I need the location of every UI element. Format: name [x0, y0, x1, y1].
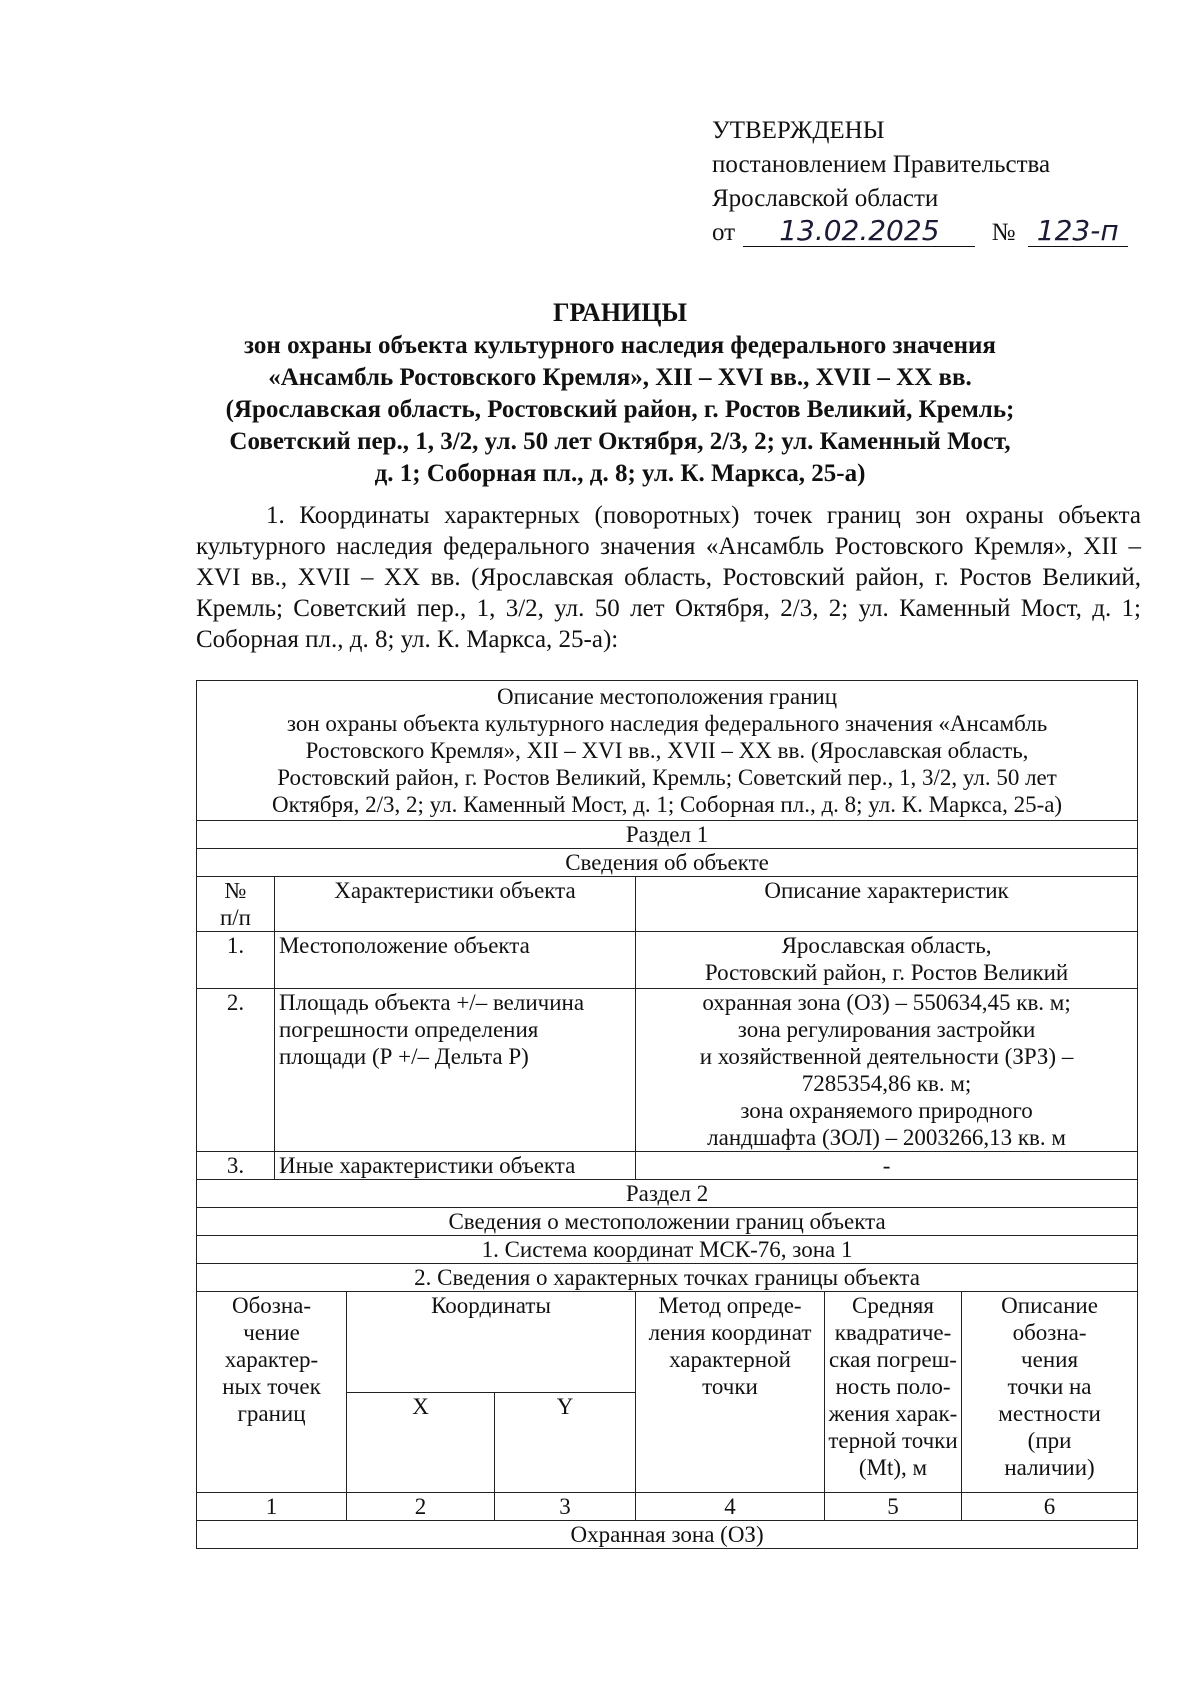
points-header-row-1	[197, 1292, 1138, 1393]
pt-descr-line-1: Описание	[1001, 1293, 1098, 1318]
pt-descr-line-2: обозна-	[1012, 1320, 1087, 1345]
pt-x-header: X	[347, 1392, 495, 1493]
coord-system-row	[197, 1236, 1138, 1264]
description-line-5: Октября, 2/3, 2; ул. Каменный Мост, д. 1; Соборная пл., д. 8; ул. К. Маркса, 25-а)	[271, 792, 1063, 817]
heading-line-1: зон охраны объекта культурного наследия федерального значения	[244, 332, 996, 359]
row-2-desc-line-1: охранная зона (ОЗ) – 550634,45 кв. м;	[702, 990, 1071, 1015]
pt-error-line-4: ность поло-	[835, 1374, 951, 1399]
section-2-title: Сведения о местоположении границ объекта	[197, 1208, 1138, 1236]
heading-line-5: д. 1; Соборная пл., д. 8; ул. К. Маркса, 25-а)	[374, 460, 866, 487]
heading-line-3: (Ярославская область, Ростовский район, г. Ростов Великий, Кремль;	[225, 396, 1015, 423]
section-2-row	[197, 1180, 1138, 1208]
pt-method-header	[636, 1292, 825, 1493]
approval-region: Ярославской области	[712, 185, 939, 212]
description-line-2: зон охраны объекта культурного наследия федерального значения «Ансамбль	[286, 711, 1048, 736]
description-cell	[197, 681, 1138, 821]
pt-designation-line-5: границ	[237, 1401, 306, 1426]
pt-coords-header: Координаты	[347, 1292, 636, 1393]
section-1-title-row	[197, 849, 1138, 877]
pt-designation-line-2: чение	[243, 1320, 300, 1345]
pt-descr-line-4: точки на	[1007, 1374, 1092, 1399]
pt-descr-line-7: наличии)	[1004, 1455, 1095, 1480]
row-1-name: Местоположение объекта	[275, 932, 636, 989]
pt-error-line-5: жения харак-	[828, 1401, 958, 1426]
col-description-header: Описание характеристик	[636, 877, 1138, 932]
pt-designation-line-3: характер-	[224, 1347, 319, 1372]
col-num-header-line-2: п/п	[219, 905, 251, 930]
pt-error-line-6: терной точки	[828, 1428, 958, 1453]
pt-method-line-3: характерной	[669, 1347, 791, 1372]
row-2-desc-line-6: ландшафта (ЗОЛ) – 2003266,13 кв. м	[707, 1125, 1066, 1150]
section-1-row	[197, 821, 1138, 849]
pt-descr-line-5: местности	[998, 1401, 1101, 1426]
col-number-6: 6	[962, 1493, 1138, 1521]
row-2-name-line-3: площади (Р +/– Дельта Р)	[279, 1044, 529, 1069]
section-1-title: Сведения об объекте	[197, 849, 1138, 877]
col-number-2: 2	[347, 1493, 495, 1521]
pt-y-header: Y	[495, 1392, 636, 1493]
row-3-desc: -	[636, 1152, 1138, 1180]
col-num-header	[197, 877, 275, 932]
description-line-4: Ростовский район, г. Ростов Великий, Кремль; Советский пер., 1, 3/2, ул. 50 лет	[277, 765, 1057, 790]
row-1-desc-line-2: Ростовский район, г. Ростов Великий	[704, 960, 1069, 985]
number-label: №	[991, 219, 1016, 246]
pt-descr-line-6: (при	[1027, 1428, 1072, 1453]
zone-row	[197, 1521, 1138, 1549]
pt-descr-header	[962, 1292, 1138, 1493]
row-2-name-line-2: погрешности определения	[279, 1017, 539, 1042]
description-row	[197, 681, 1138, 821]
boundaries-table	[196, 680, 1138, 1549]
row-3-num: 3.	[197, 1152, 275, 1180]
pt-error-line-2: квадратиче-	[834, 1320, 952, 1345]
section-2-title-row	[197, 1208, 1138, 1236]
section-1-label: Раздел 1	[197, 821, 1138, 849]
row-2-desc-line-4: 7285354,86 кв. м;	[801, 1071, 972, 1096]
row-2-desc-line-5: зона охраняемого природного	[740, 1098, 1033, 1123]
pt-error-line-3: ская погреш-	[829, 1347, 957, 1372]
object-row-2	[197, 989, 1138, 1152]
intro-paragraph: 1. Координаты характерных (поворотных) точек границ зон охраны объекта культурного наследия федерального значения «Ансамбль Ростовского Кремля», XII – XVI вв., XVII – XX вв. (Ярославская область, Ростовский район, г. Ростов Великий, Кремль; Советский пер., 1, 3/2, ул. 50 лет Октября, 2/3, 2; ул. Каменный Мост, д. 1; Соборная пл., д. 8; ул. К. Маркса, 25-а):	[196, 502, 1141, 653]
handwritten-number: 123-п	[1028, 216, 1128, 247]
pt-designation-line-1: Обозна-	[231, 1293, 312, 1318]
pt-designation-line-4: ных точек	[222, 1374, 321, 1399]
approval-date-number-line	[712, 216, 1128, 250]
date-label: от	[712, 219, 736, 246]
row-2-desc-line-3: и хозяйственной деятельности (ЗРЗ) –	[699, 1044, 1074, 1069]
row-2-name	[275, 989, 636, 1152]
object-row-1	[197, 932, 1138, 989]
pt-method-line-2: ления координат	[648, 1320, 812, 1345]
approval-decree: постановлением Правительства	[712, 151, 1051, 178]
row-1-num: 1.	[197, 932, 275, 989]
heading-line-4: Советский пер., 1, 3/2, ул. 50 лет Октября, 2/3, 2; ул. Каменный Мост,	[229, 428, 1011, 455]
row-2-desc-line-2: зона регулирования застройки	[737, 1017, 1036, 1042]
col-number-5: 5	[825, 1493, 962, 1521]
pt-error-header	[825, 1292, 962, 1493]
col-num-header-line-1: №	[224, 878, 247, 903]
row-1-desc	[636, 932, 1138, 989]
object-header-row	[197, 877, 1138, 932]
row-3-name: Иные характеристики объекта	[275, 1152, 636, 1180]
row-2-name-line-1: Площадь объекта +/– величина	[279, 990, 585, 1015]
col-number-3: 3	[495, 1493, 636, 1521]
col-number-1: 1	[197, 1493, 347, 1521]
object-row-3	[197, 1152, 1138, 1180]
pt-method-line-1: Метод опреде-	[658, 1293, 802, 1318]
approval-block	[712, 114, 1128, 250]
handwritten-date: 13.02.2025	[743, 216, 975, 247]
pt-error-line-7: (Mt), м	[858, 1455, 928, 1480]
heading-line-2: «Ансамбль Ростовского Кремля», XII – XVI вв., XVII – XX вв.	[268, 364, 972, 391]
document-title: ГРАНИЦЫ	[552, 298, 688, 327]
col-number-4: 4	[636, 1493, 825, 1521]
pt-error-line-1: Средняя	[852, 1293, 934, 1318]
row-1-desc-line-1: Ярославская область,	[781, 933, 992, 958]
document-heading	[190, 296, 1050, 490]
approval-title: УТВЕРЖДЕНЫ	[712, 117, 885, 144]
row-2-num: 2.	[197, 989, 275, 1152]
col-characteristics-header: Характеристики объекта	[275, 877, 636, 932]
zone-label: Охранная зона (ОЗ)	[197, 1521, 1138, 1549]
coord-system: 1. Система координат МСК-76, зона 1	[197, 1236, 1138, 1264]
points-title: 2. Сведения о характерных точках границы объекта	[197, 1264, 1138, 1292]
pt-method-line-4: точки	[702, 1374, 758, 1399]
pt-descr-line-3: чения	[1021, 1347, 1079, 1372]
row-2-desc	[636, 989, 1138, 1152]
description-line-3: Ростовского Кремля», XII – XVI вв., XVII – XX вв. (Ярославская область,	[305, 738, 1029, 763]
column-numbers-row	[197, 1493, 1138, 1521]
pt-designation-header	[197, 1292, 347, 1493]
points-title-row	[197, 1264, 1138, 1292]
description-line-1: Описание местоположения границ	[497, 684, 838, 709]
section-2-label: Раздел 2	[197, 1180, 1138, 1208]
